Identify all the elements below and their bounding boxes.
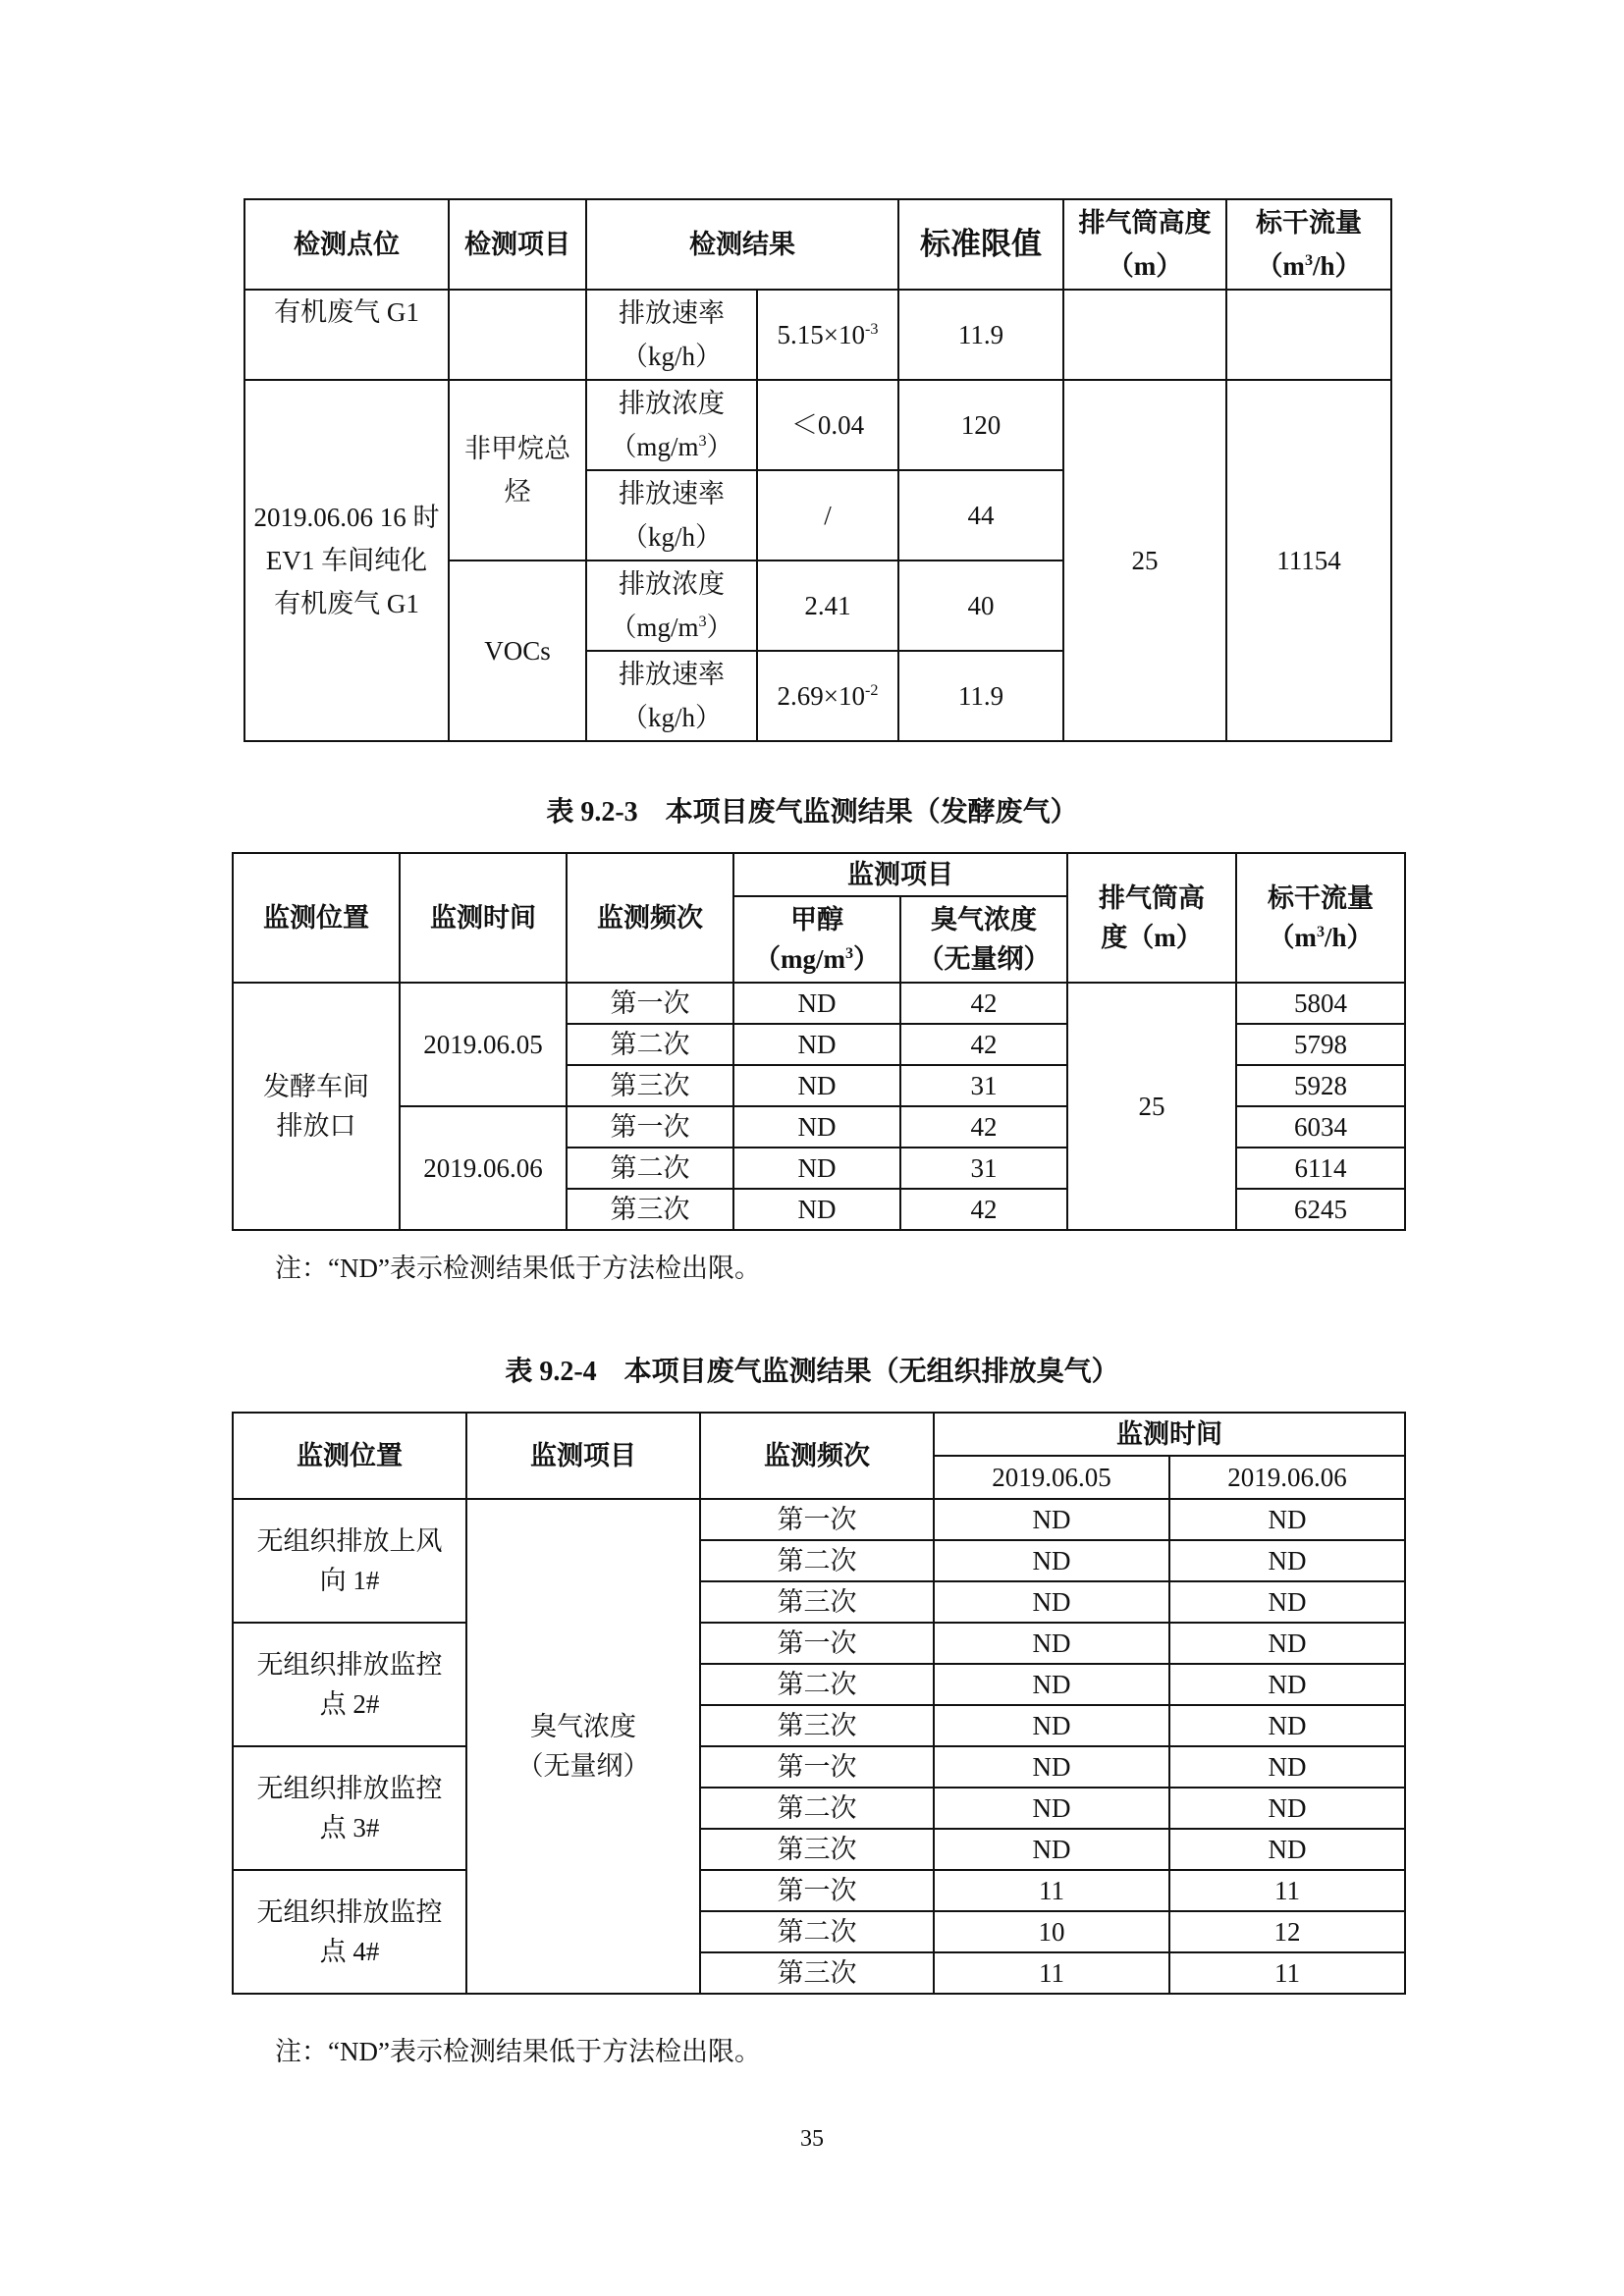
header-flow: 标干流量 $(m^3/h)$ [1236, 853, 1405, 983]
limit-cell: 44 [898, 470, 1063, 561]
odor-cell: 42 [900, 983, 1067, 1024]
flow-cell: 6034 [1236, 1106, 1405, 1148]
item-cell-empty [449, 290, 586, 380]
freq-cell: 第三次 [700, 1829, 934, 1870]
param-cell: 排放速率 （kg/h） [586, 470, 757, 561]
exhaust-table-continued [244, 198, 1392, 742]
header-methanol: 甲醇 $(mg/m^3)$ [733, 896, 900, 983]
methanol-cell: ND [733, 1148, 900, 1189]
methanol-cell: ND [733, 983, 900, 1024]
value-cell: $2.69\times 10^{-2}$ [757, 651, 898, 741]
odor-cell: 31 [900, 1148, 1067, 1189]
flow-cell: 5798 [1236, 1024, 1405, 1065]
date-cell: 2019.06.06 [400, 1106, 567, 1230]
header-time: 监测时间 [934, 1413, 1405, 1456]
methanol-cell: ND [733, 1024, 900, 1065]
location-cell: 无组织排放上风 向 1# [233, 1499, 466, 1623]
value-cell: / [757, 470, 898, 561]
freq-cell: 第一次 [700, 1746, 934, 1788]
value-cell: ND [934, 1581, 1169, 1623]
flow-cell: 6245 [1236, 1189, 1405, 1230]
fugitive-odor-table [232, 1412, 1406, 1995]
value-cell: ND [1169, 1664, 1405, 1705]
value-cell: 11 [934, 1952, 1169, 1994]
header-date2: 2019.06.06 [1169, 1456, 1405, 1499]
freq-cell: 第二次 [567, 1148, 733, 1189]
header-date1: 2019.06.05 [934, 1456, 1169, 1499]
freq-cell: 第三次 [700, 1581, 934, 1623]
header-freq: 监测频次 [567, 853, 733, 983]
freq-cell: 第一次 [700, 1499, 934, 1540]
value-cell: ND [1169, 1705, 1405, 1746]
header-stack: 排气筒高 度（m） [1067, 853, 1236, 983]
header-point: 检测点位 [244, 199, 449, 290]
freq-cell: 第一次 [567, 983, 733, 1024]
table3-caption: 表 9.2-3 本项目废气监测结果（发酵废气） [546, 797, 1078, 828]
value-cell: ND [1169, 1623, 1405, 1664]
param-cell: 排放浓度 $(mg/m^3)$ [586, 561, 757, 651]
value-cell: ND [1169, 1829, 1405, 1870]
flow-cell: 5928 [1236, 1065, 1405, 1106]
value-cell: ND [1169, 1499, 1405, 1540]
param-cell: 排放速率 （kg/h） [586, 651, 757, 741]
methanol-cell: ND [733, 1065, 900, 1106]
value-cell: 11 [1169, 1870, 1405, 1911]
stack-cell: 25 [1063, 380, 1226, 741]
odor-cell: 42 [900, 1024, 1067, 1065]
value-cell: ND [934, 1829, 1169, 1870]
header-item: 检测项目 [449, 199, 586, 290]
header-location: 监测位置 [233, 853, 400, 983]
header-item: 监测项目 [466, 1413, 700, 1499]
value-cell: ND [934, 1664, 1169, 1705]
table4-caption: 表 9.2-4 本项目废气监测结果（无组织排放臭气） [505, 1357, 1119, 1387]
value-cell: 12 [1169, 1911, 1405, 1952]
freq-cell: 第三次 [700, 1705, 934, 1746]
table-row [233, 1870, 1405, 1911]
fermentation-exhaust-table [232, 852, 1406, 1231]
location-cell: 发酵车间 排放口 [233, 983, 400, 1230]
header-result: 检测结果 [586, 199, 898, 290]
param-cell: 排放速率 （kg/h） [586, 290, 757, 380]
odor-cell: 42 [900, 1106, 1067, 1148]
freq-cell: 第二次 [700, 1540, 934, 1581]
header-stack: 排气筒高度 （m） [1063, 199, 1226, 290]
freq-cell: 第二次 [700, 1911, 934, 1952]
freq-cell: 第二次 [567, 1024, 733, 1065]
value-cell: ND [934, 1705, 1169, 1746]
item-cell-nmhc: 非甲烷总 烃 [449, 380, 586, 561]
value-cell: ND [934, 1623, 1169, 1664]
header-time: 监测时间 [400, 853, 567, 983]
freq-cell: 第二次 [700, 1664, 934, 1705]
table-row [233, 983, 1405, 1024]
item-cell-vocs: VOCs [449, 561, 586, 741]
value-cell: ND [1169, 1581, 1405, 1623]
value-cell: ＜0.04 [757, 380, 898, 470]
limit-cell: 11.9 [898, 651, 1063, 741]
point-cell: 有机废气 G1 [244, 290, 449, 380]
table-row [233, 1499, 1405, 1540]
header-odor: 臭气浓度 （无量纲） [900, 896, 1067, 983]
value-cell: ND [934, 1499, 1169, 1540]
value-cell: ND [934, 1746, 1169, 1788]
methanol-cell: ND [733, 1189, 900, 1230]
value-cell: 11 [934, 1870, 1169, 1911]
flow-cell: 5804 [1236, 983, 1405, 1024]
flow-cell: 6114 [1236, 1148, 1405, 1189]
freq-cell: 第一次 [700, 1870, 934, 1911]
table4-note: 注：“ND”表示检测结果低于方法检出限。 [275, 2037, 761, 2066]
header-freq: 监测频次 [700, 1413, 934, 1499]
value-cell: ND [1169, 1540, 1405, 1581]
stack-cell-empty [1063, 290, 1226, 380]
value-cell: 10 [934, 1911, 1169, 1952]
value-cell: ND [934, 1788, 1169, 1829]
table3-note: 注：“ND”表示检测结果低于方法检出限。 [275, 1254, 761, 1283]
header-location: 监测位置 [233, 1413, 466, 1499]
table-row [233, 1746, 1405, 1788]
location-cell: 无组织排放监控 点 4# [233, 1870, 466, 1994]
value-cell: $5.15\times 10^{-3}$ [757, 290, 898, 380]
limit-cell: 40 [898, 561, 1063, 651]
header-items: 监测项目 [733, 853, 1067, 896]
methanol-cell: ND [733, 1106, 900, 1148]
freq-cell: 第一次 [700, 1623, 934, 1664]
value-cell: 11 [1169, 1952, 1405, 1994]
odor-cell: 42 [900, 1189, 1067, 1230]
date-cell: 2019.06.05 [400, 983, 567, 1106]
header-limit: 标准限值 [898, 199, 1063, 290]
limit-cell: 120 [898, 380, 1063, 470]
value-cell: ND [1169, 1788, 1405, 1829]
value-cell: ND [1169, 1746, 1405, 1788]
odor-cell: 31 [900, 1065, 1067, 1106]
freq-cell: 第三次 [567, 1065, 733, 1106]
param-cell: 排放浓度 $(mg/m^3)$ [586, 380, 757, 470]
point-cell: 2019.06.06 16 时 EV1 车间纯化 有机废气 G1 [244, 380, 449, 741]
freq-cell: 第三次 [567, 1189, 733, 1230]
freq-cell: 第二次 [700, 1788, 934, 1829]
table-row [233, 1623, 1405, 1664]
freq-cell: 第一次 [567, 1106, 733, 1148]
header-flow: 标干流量 $(m^3/h)$ [1226, 199, 1391, 290]
value-cell: ND [934, 1540, 1169, 1581]
flow-cell: 11154 [1226, 380, 1391, 741]
location-cell: 无组织排放监控 点 2# [233, 1623, 466, 1746]
flow-cell-empty [1226, 290, 1391, 380]
page-number: 35 [800, 2126, 824, 2152]
value-cell: 2.41 [757, 561, 898, 651]
freq-cell: 第三次 [700, 1952, 934, 1994]
item-cell: 臭气浓度 （无量纲） [466, 1499, 700, 1994]
stack-cell: 25 [1067, 983, 1236, 1230]
location-cell: 无组织排放监控 点 3# [233, 1746, 466, 1870]
limit-cell: 11.9 [898, 290, 1063, 380]
